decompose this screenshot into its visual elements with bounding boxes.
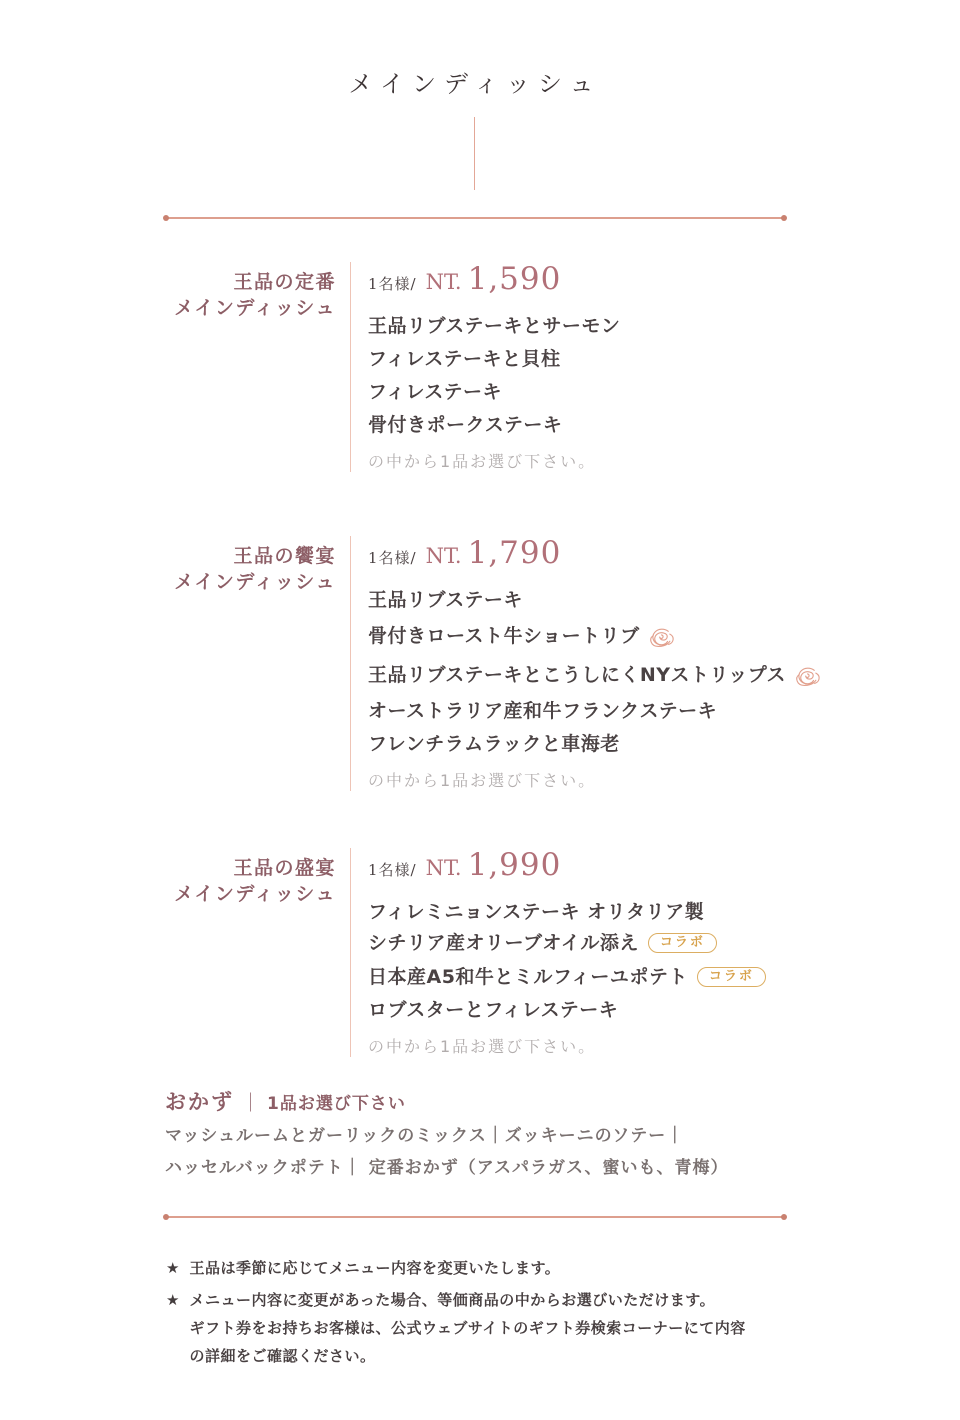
footnotes bbox=[166, 1254, 766, 1374]
menu-item bbox=[368, 933, 858, 953]
menu-item-text: ロブスターとフィレステーキ bbox=[368, 999, 619, 1021]
side-dish-title: おかず bbox=[165, 1090, 234, 1114]
separator: ｜ bbox=[241, 1092, 261, 1114]
menu-item bbox=[368, 624, 858, 649]
currency-label: NT. bbox=[425, 270, 462, 294]
menu-item-text: 王品リブステーキとこうしにくNYストリップス bbox=[368, 664, 787, 686]
menu-item bbox=[368, 317, 858, 336]
menu-item bbox=[368, 1001, 858, 1020]
page-title: メインディッシュ bbox=[348, 70, 602, 98]
course-section-teiban bbox=[165, 262, 858, 472]
price-value: 1,790 bbox=[467, 535, 562, 571]
menu-item-text: シチリア産オリーブオイル添え bbox=[368, 931, 639, 954]
selection-note: の中から1品お選び下さい。 bbox=[368, 1037, 597, 1056]
menu-item bbox=[368, 702, 858, 721]
section-body bbox=[350, 262, 858, 472]
menu-item bbox=[368, 591, 858, 610]
course-section-seien bbox=[165, 848, 858, 1057]
footnote-line: の詳細をご確認ください。 bbox=[189, 1347, 376, 1365]
price-per-person-label: 1名様/ bbox=[368, 861, 417, 879]
section-body bbox=[350, 848, 858, 1057]
menu-item-text: 王品リブステーキとサーモン bbox=[368, 315, 621, 337]
price bbox=[368, 262, 858, 301]
price bbox=[368, 848, 858, 887]
course-section-kyoen bbox=[165, 536, 858, 791]
price-value: 1,590 bbox=[467, 261, 562, 297]
collab-badge: コラボ bbox=[648, 933, 717, 953]
menu-item-text: オーストラリア産和牛フランクステーキ bbox=[368, 700, 718, 722]
top-divider bbox=[165, 217, 785, 219]
footnote bbox=[166, 1286, 766, 1370]
section-title-line1: 王品の饗宴 bbox=[233, 545, 336, 567]
menu-item bbox=[368, 735, 858, 754]
section-title-line2: メインディッシュ bbox=[174, 297, 336, 319]
star-icon: ★ bbox=[166, 1259, 180, 1277]
menu-item-text: 骨付きロースト牛ショートリブ bbox=[368, 625, 640, 647]
footnote bbox=[166, 1254, 766, 1282]
footnote-line: メニュー内容に変更があった場合、等価商品の中からお選びいただけます。 bbox=[189, 1291, 716, 1309]
price-per-person-label: 1名様/ bbox=[368, 549, 417, 567]
rose-icon bbox=[794, 663, 821, 688]
menu-item-text: フィレステーキ bbox=[368, 381, 503, 403]
menu-item-text: フレンチラムラックと車海老 bbox=[368, 733, 620, 755]
menu-item-text: 日本産A5和牛とミルフィーユポテト bbox=[368, 965, 688, 988]
menu-item bbox=[368, 416, 858, 435]
selection-note: の中から1品お選び下さい。 bbox=[368, 771, 597, 790]
section-body bbox=[350, 536, 858, 791]
menu-item bbox=[368, 967, 858, 987]
section-title bbox=[165, 536, 350, 595]
collab-badge: コラボ bbox=[697, 967, 766, 987]
footnote-text bbox=[189, 1254, 560, 1282]
menu-item bbox=[368, 663, 858, 688]
bottom-divider bbox=[165, 1216, 785, 1218]
footnote-text bbox=[189, 1286, 745, 1370]
rose-icon bbox=[648, 624, 675, 649]
section-title-line1: 王品の盛宴 bbox=[233, 857, 336, 879]
menu-item-text: 王品リブステーキ bbox=[368, 589, 523, 611]
currency-label: NT. bbox=[425, 544, 462, 568]
selection-note: の中から1品お選び下さい。 bbox=[368, 452, 597, 471]
section-title bbox=[165, 262, 350, 321]
section-title-line1: 王品の定番 bbox=[233, 271, 336, 293]
side-dish-section bbox=[165, 1088, 805, 1184]
menu-item-text: フィレステーキと貝柱 bbox=[368, 348, 561, 370]
section-title-line2: メインディッシュ bbox=[174, 571, 336, 593]
side-dish-subtitle: 1品お選び下さい bbox=[267, 1094, 406, 1114]
footnote-line: 王品は季節に応じてメニュー内容を変更いたします。 bbox=[189, 1259, 561, 1277]
title-tick-line bbox=[474, 117, 475, 190]
side-dish-options bbox=[165, 1120, 805, 1184]
section-title-line2: メインディッシュ bbox=[174, 883, 336, 905]
section-title bbox=[165, 848, 350, 907]
side-dish-line: マッシュルームとガーリックのミックス｜ズッキーニのソテー｜ bbox=[165, 1126, 685, 1146]
menu-item bbox=[368, 903, 858, 922]
menu-item-text: フィレミニョンステーキ オリタリア製 bbox=[368, 901, 705, 923]
star-icon: ★ bbox=[166, 1291, 180, 1309]
menu-item bbox=[368, 350, 858, 369]
side-dish-header bbox=[165, 1088, 805, 1118]
price bbox=[368, 536, 858, 575]
price-value: 1,990 bbox=[467, 847, 562, 883]
price-per-person-label: 1名様/ bbox=[368, 275, 417, 293]
menu-item-text: 骨付きポークステーキ bbox=[368, 414, 563, 436]
currency-label: NT. bbox=[425, 856, 462, 880]
menu-item bbox=[368, 383, 858, 402]
footnote-line: ギフト券をお持ちお客様は、公式ウェブサイトのギフト券検索コーナーにて内容 bbox=[189, 1319, 746, 1337]
side-dish-line: ハッセルバックポテト｜ 定番おかず（アスパラガス、蜜いも、青梅） bbox=[165, 1158, 729, 1178]
